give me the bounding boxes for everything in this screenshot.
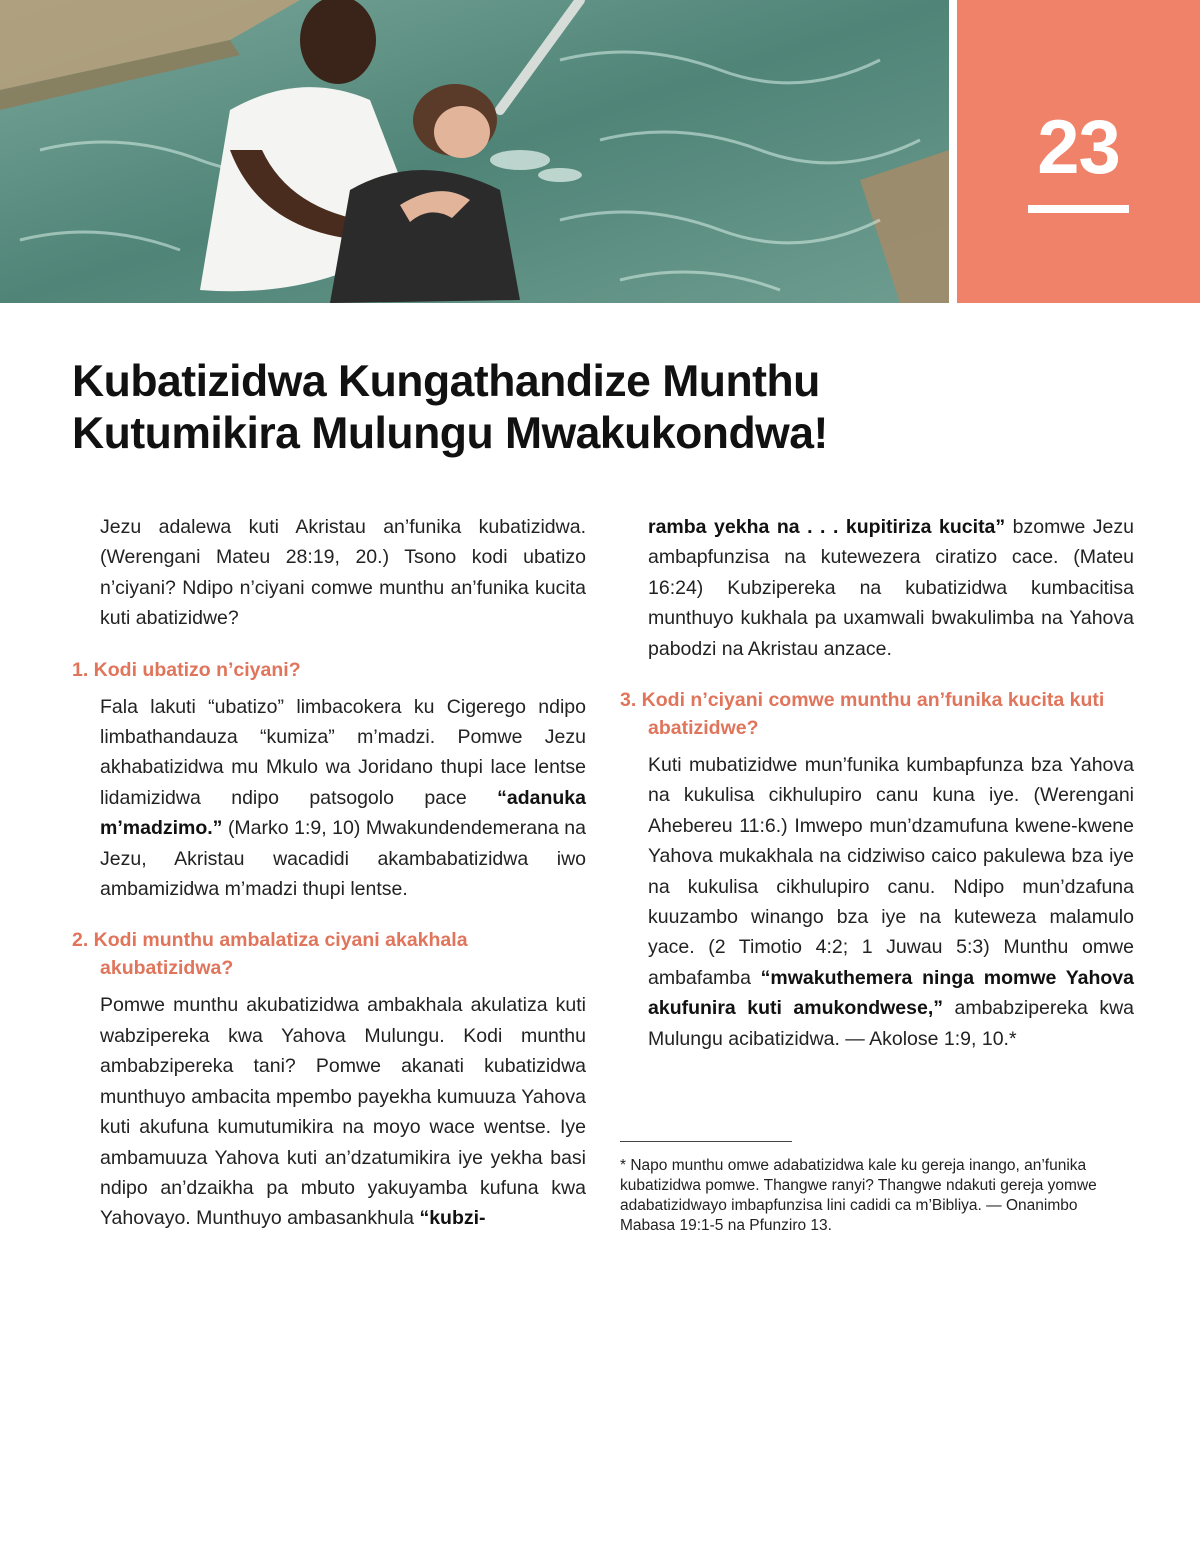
- q1-text-a: Fala lakuti “ubatizo” limbacokera ku Cigerego ndipo limbathandauza “kumiza” m’madzi. Pomwe Jezu akhabatizidwa mu Mkulo wa Joridano thupi lace lentse lidamizidwa ndipo patsogolo pace: [100, 695, 586, 809]
- question-1-heading: 1. Kodi ubatizo n’ciyani?: [72, 658, 301, 681]
- q2-text-bold-left: “kubzi-: [419, 1207, 486, 1230]
- page-title: [72, 356, 1072, 460]
- lesson-number-box: [957, 0, 1200, 303]
- question-2-paragraph-continued: [620, 512, 1134, 664]
- question-1-paragraph: [72, 692, 586, 905]
- q2-text-bold-right: ramba yekha na . . . kupitiriza kucita”: [648, 516, 1006, 538]
- q1-text-b: (Marko 1:9, 10) Mwakundendemerana na Jezu, Akristau wacadidi akambabatizidwa iwo ambamizidwa m’madzi thupi lentse.: [100, 817, 586, 901]
- left-column: [72, 512, 586, 1234]
- q3-text-bold: “mwakuthemera ninga momwe Yahova akufunira kuti amukondwese,”: [648, 966, 1134, 1020]
- intro-paragraph: Jezu adalewa kuti Akristau an’funika kubatizidwa. (Werengani Mateu 28:19, 20.) Tsono kodi ubatizo n’ciyani? Ndipo n’ciyani comwe munthu an’funika kucita kuti abatizidwe?: [100, 516, 586, 630]
- question-2-paragraph: [72, 990, 586, 1233]
- lesson-number: 23: [1037, 105, 1120, 190]
- q3-text-a: Kuti mubatizidwe mun’funika kumbapfunza bza Yahova na kukulisa cikhulupiro canu kuna iye. (Werengani Ahebereu 11:6.) Imwepo mun’dzamufuna kwene-kwene Yahova mukakhala na cidziwiso caico pakulewa bza iye na kukulisa cikhulupiro canu. Ndipo mun’dzafuna kuuzambo winango bza iye na kuteweza malamulo yace. (2 Timotio 4:2; 1 Juwau 5:3) Munthu omwe ambafamba: [648, 754, 1134, 989]
- page-title-line2: Kutumikira Mulungu Mwakukondwa!: [72, 409, 828, 458]
- question-3-heading: 3. Kodi n’ciyani comwe munthu an’funika kucita kuti abatizidwe?: [620, 689, 1105, 740]
- page-title-line1: Kubatizidwa Kungathandize Munthu: [72, 357, 820, 406]
- baptism-photo: [0, 0, 949, 303]
- question-3-paragraph: [620, 750, 1134, 1054]
- q3-text-b: ambabzipereka kwa Mulungu acibatizidwa. — Akolose 1:9, 10.*: [648, 997, 1134, 1050]
- baptism-photo-illustration: [0, 0, 949, 303]
- q2-text-a: Pomwe munthu akubatizidwa ambakhala akulatiza kuti wabzipereka kwa Yahova Mulungu. Kodi munthu ambabzipereka tani? Pomwe akanati kubatizidwa munthuyo ambacita mpembo payekha kumuuza Yahova kuti akufuna kumutumikira na moyo wace wentse. Iye ambamuuza Yahova kuti an’dzatumikira iye yekha basi ndipo an’dzaikha pa mbuto yakuyamba kufuna kwa Yahovayo. Munthuyo ambasankhula: [100, 994, 586, 1230]
- q1-text-bold: “adanuka m’madzimo.”: [100, 786, 586, 840]
- q2-text-b: bzomwe Jezu ambapfunzisa na kutewezera ciratizo cace. (Mateu 16:24) Kubzipereka na kubatizidwa kumbacitisa munthuyo kukhala pa uxamwali bwakulimba na Yahova pabodzi na Akristau anzace.: [648, 516, 1134, 660]
- question-2-heading: 2. Kodi munthu ambalatiza ciyani akakhala akubatizidwa?: [72, 929, 468, 980]
- right-column: [620, 512, 1134, 1054]
- footnote: * Napo munthu omwe adabatizidwa kale ku gereja inango, an’funika kubatizidwa pomwe. Thangwe ranyi? Thangwe ndakuti gereja yomwe adabatizidwayo imbapfunzisa lini cadidi ca m’Bibliya. — Onanimbo Mabasa 19:1-5 na Pfunziro 13.: [620, 1157, 1097, 1234]
- footnote-divider: [620, 1141, 792, 1142]
- lesson-number-underline: [1028, 205, 1129, 213]
